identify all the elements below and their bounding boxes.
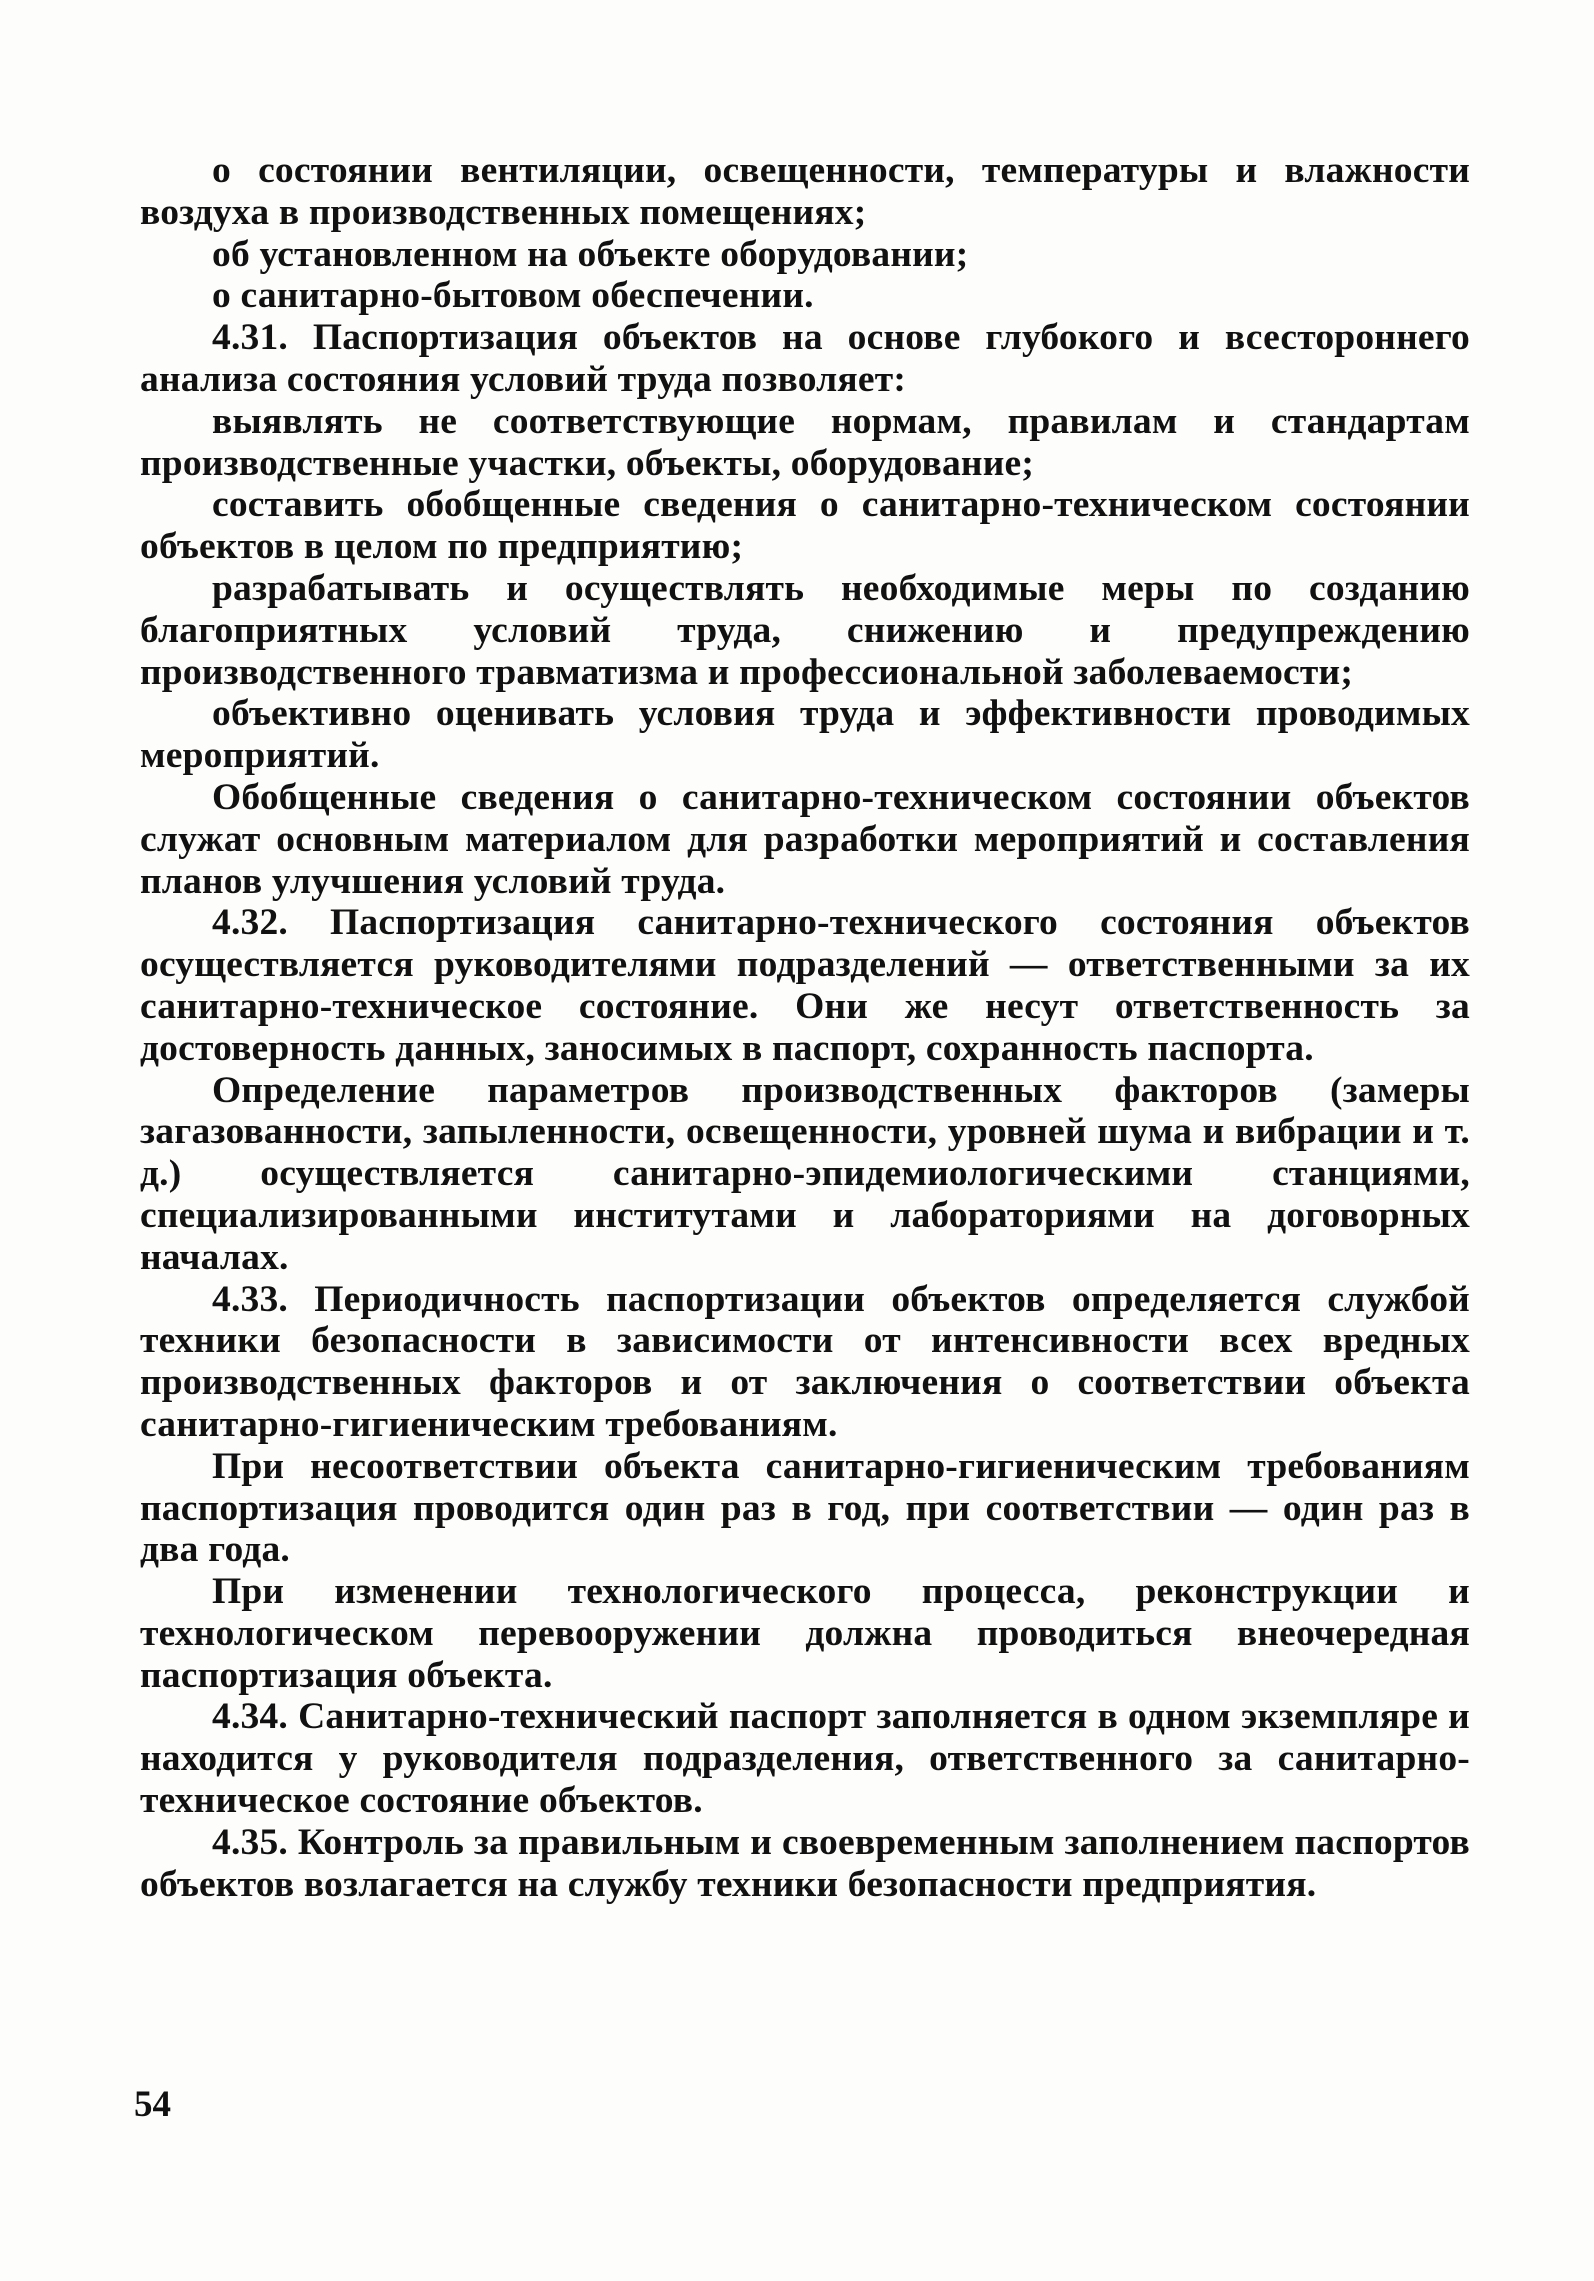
paragraph: 4.34. Санитарно-технический паспорт заполняется в одном экземпляре и находится у руководителя подразделения, ответственного за санитарно-техническое состояние объектов. bbox=[140, 1696, 1470, 1822]
paragraph: о состоянии вентиляции, освещенности, температуры и влажности воздуха в производственных помещениях; bbox=[140, 150, 1470, 233]
paragraph: 4.33. Периодичность паспортизации объектов определяется службой техники безопасности в зависимости от интенсивности всех вредных производственных факторов и от заключения о соответствии объекта санитарно-гигиеническим требованиям. bbox=[140, 1278, 1470, 1445]
paragraph: 4.32. Паспортизация санитарно-технического состояния объектов осуществляется руководителями подразделений — ответственными за их санитарно-техническое состояние. Они же несут ответственность за достоверность данных, заносимых в паспорт, сохранность паспорта. bbox=[140, 902, 1470, 1069]
paragraph: разрабатывать и осуществлять необходимые меры по созданию благоприятных условий труда, снижению и предупреждению производственного травматизма и профессиональной заболеваемости; bbox=[140, 567, 1470, 693]
paragraph: об установленном на объекте оборудовании; bbox=[212, 233, 969, 275]
body-text bbox=[140, 150, 1470, 1905]
paragraph: Определение параметров производственных факторов (замеры загазованности, запыленности, освещенности, уровней шума и вибрации и т. д.) осуществляется санитарно-эпидемиологическими станциями, специализированными институтами и лабораториями на договорных началах. bbox=[140, 1069, 1470, 1278]
paragraph: При изменении технологического процесса, реконструкции и технологическом перевооружении должна проводиться внеочередная паспортизация объекта. bbox=[140, 1571, 1470, 1696]
paragraph: объективно оценивать условия труда и эффективности проводимых мероприятий. bbox=[140, 693, 1470, 777]
paragraph: 4.35. Контроль за правильным и своевременным заполнением паспортов объектов возлагается на службу техники безопасности предприятия. bbox=[140, 1821, 1470, 1905]
paragraph: Обобщенные сведения о санитарно-техническом состоянии объектов служат основным материалом для разработки мероприятий и составления планов улучшения условий труда. bbox=[140, 776, 1470, 902]
paragraph: 4.31. Паспортизация объектов на основе глубокого и всестороннего анализа состояния условий труда позволяет: bbox=[140, 317, 1470, 400]
paragraph: о санитарно-бытовом обеспечении. bbox=[212, 275, 814, 317]
paragraph: выявлять не соответствующие нормам, правилам и стандартам производственные участки, объекты, оборудование; bbox=[140, 400, 1470, 484]
paragraph: составить обобщенные сведения о санитарно-техническом состоянии объектов в целом по предприятию; bbox=[140, 484, 1470, 568]
page-number: 54 bbox=[134, 2084, 171, 2125]
paragraph: При несоответствии объекта санитарно-гигиеническим требованиям паспортизация проводится один раз в год, при соответствии — один раз в два года. bbox=[140, 1445, 1470, 1571]
